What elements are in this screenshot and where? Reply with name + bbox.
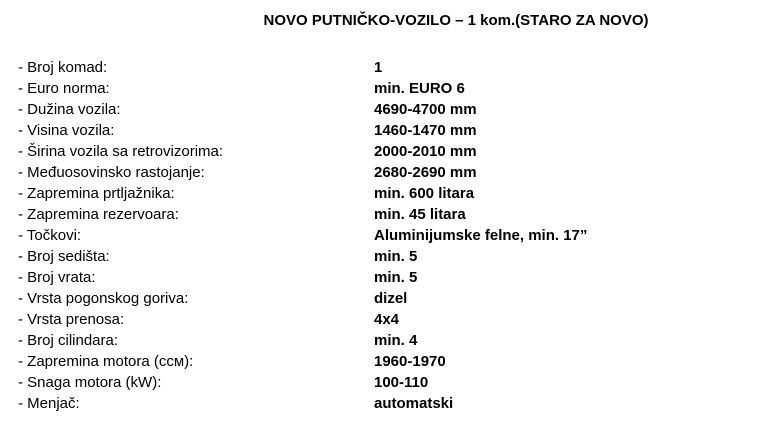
spec-label: - Dužina vozila:	[18, 101, 121, 118]
spec-label: - Vrsta pogonskog goriva:	[18, 290, 189, 307]
spec-row	[18, 288, 758, 309]
spec-value: automatski	[374, 395, 454, 412]
spec-value: 2000-2010 mm	[374, 143, 477, 160]
spec-value: 100-110	[374, 374, 429, 391]
spec-value: dizel	[374, 290, 408, 307]
spec-row	[18, 393, 758, 414]
spec-label: - Širina vozila sa retrovizorima:	[18, 143, 224, 160]
spec-label: - Zapremina rezervoara:	[18, 206, 179, 223]
spec-row	[18, 183, 758, 204]
spec-value: 1	[374, 59, 383, 76]
spec-value: 1960-1970	[374, 353, 446, 370]
spec-label: - Broj komad:	[18, 59, 108, 76]
spec-label: - Menjač:	[18, 395, 80, 412]
spec-value: Aluminijumske felne, min. 17”	[374, 227, 588, 244]
spec-label: - Međuosovinsko rastojanje:	[18, 164, 205, 181]
spec-value: 1460-1470 mm	[374, 122, 477, 139]
spec-row	[18, 330, 758, 351]
spec-label: - Visina vozila:	[18, 122, 115, 139]
spec-value: 2680-2690 mm	[374, 164, 477, 181]
spec-row	[18, 162, 758, 183]
spec-row	[18, 267, 758, 288]
spec-row	[18, 57, 758, 78]
document-title: NOVO PUTNIČKO-VOZILO – 1 kom.(STARO ZA NOVO)	[263, 12, 649, 29]
spec-row	[18, 372, 758, 393]
spec-value: min. 4	[374, 332, 418, 349]
spec-row	[18, 351, 758, 372]
spec-row	[18, 120, 758, 141]
spec-label: - Zapremina prtljažnika:	[18, 185, 175, 202]
spec-label: - Broj cilindara:	[18, 332, 119, 349]
spec-row	[18, 225, 758, 246]
spec-value: min. 5	[374, 269, 418, 286]
spec-label: - Broj sedišta:	[18, 248, 110, 265]
spec-value: min. 45 litara	[374, 206, 466, 223]
spec-row	[18, 78, 758, 99]
spec-row	[18, 99, 758, 120]
spec-list	[18, 57, 758, 414]
spec-value: min. 5	[374, 248, 418, 265]
spec-label: - Euro norma:	[18, 80, 110, 97]
spec-row	[18, 141, 758, 162]
spec-label: - Broj vrata:	[18, 269, 96, 286]
spec-label: - Zapremina motora (ccм):	[18, 353, 194, 370]
spec-row	[18, 204, 758, 225]
spec-value: 4690-4700 mm	[374, 101, 477, 118]
spec-row	[18, 309, 758, 330]
spec-label: - Snaga motora (kW):	[18, 374, 162, 391]
spec-value: min. EURO 6	[374, 80, 465, 97]
spec-label: - Točkovi:	[18, 227, 82, 244]
spec-value: 4x4	[374, 311, 400, 328]
spec-row	[18, 246, 758, 267]
spec-label: - Vrsta prenosa:	[18, 311, 125, 328]
spec-value: min. 600 litara	[374, 185, 475, 202]
